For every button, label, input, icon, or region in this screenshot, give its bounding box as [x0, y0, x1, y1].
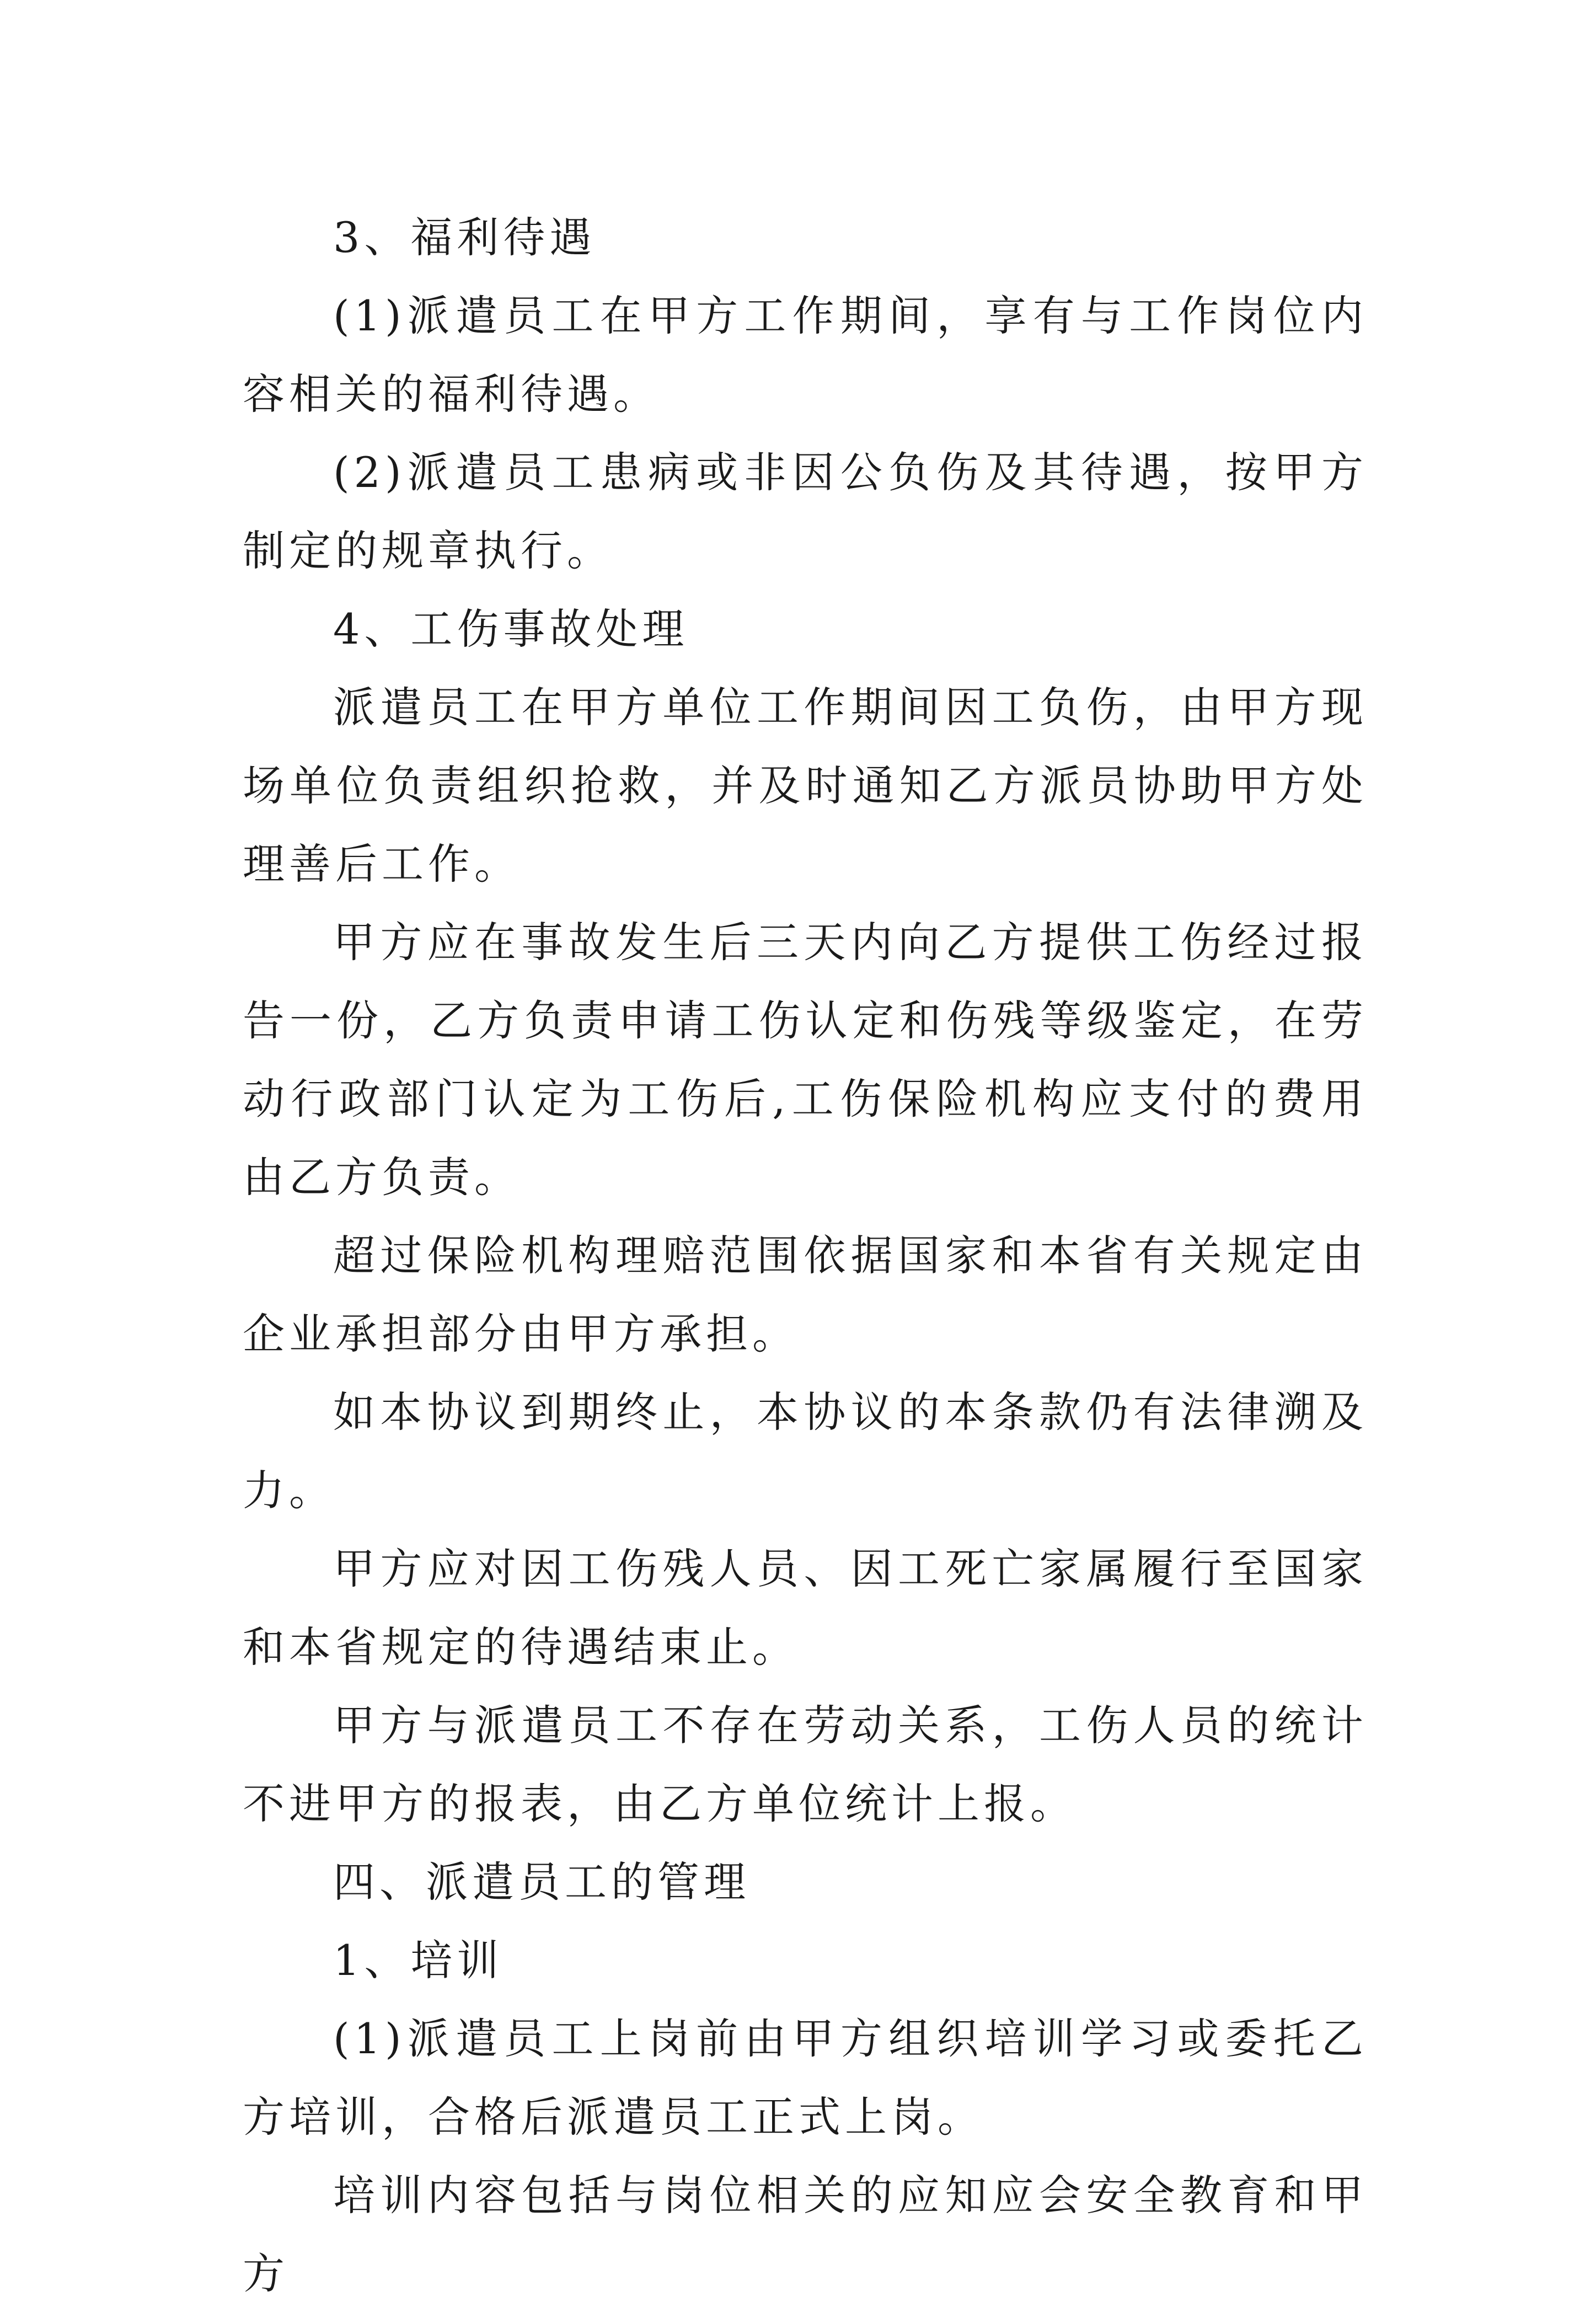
- paragraph-disability-benefits: 甲方应对因工伤残人员、因工死亡家属履行至国家和本省规定的待遇结束止。: [243, 1544, 1368, 1672]
- paragraph-welfare-1: (1)派遣员工在甲方工作期间，享有与工作岗位内容相关的福利待遇。: [243, 291, 1368, 419]
- paragraph-insurance-excess: 超过保险机构理赔范围依据国家和本省有关规定由企业承担部分由甲方承担。: [243, 1231, 1368, 1358]
- document-body: [243, 199, 1368, 2313]
- paragraph-injury-report: 甲方应在事故发生后三天内向乙方提供工伤经过报告一份，乙方负责申请工伤认定和伤残等级鉴定，在劳动行政部门认定为工伤后,工伤保险机构应支付的费用由乙方负责。: [243, 918, 1368, 1202]
- paragraph-retroactive: 如本协议到期终止，本协议的本条款仍有法律溯及力。: [243, 1388, 1368, 1515]
- paragraph-welfare-2: (2)派遣员工患病或非因公负伤及其待遇，按甲方制定的规章执行。: [243, 448, 1368, 575]
- heading-training: 1、培训: [333, 1936, 504, 1985]
- paragraph-injury-rescue: 派遣员工在甲方单位工作期间因工负伤，由甲方现场单位负责组织抢救，并及时通知乙方派员协助甲方处理善后工作。: [243, 683, 1368, 888]
- heading-welfare: 3、福利待遇: [333, 213, 596, 262]
- heading-management: 四、派遣员工的管理: [333, 1857, 750, 1907]
- paragraph-training-content: 培训内容包括与岗位相关的应知应会安全教育和甲方: [243, 2171, 1368, 2298]
- paragraph-training-1: (1)派遣员工上岗前由甲方组织培训学习或委托乙方培训，合格后派遣员工正式上岗。: [243, 2014, 1368, 2141]
- paragraph-statistics: 甲方与派遣员工不存在劳动关系，工伤人员的统计不进甲方的报表，由乙方单位统计上报。: [243, 1701, 1368, 1828]
- heading-work-injury: 4、工伤事故处理: [333, 604, 689, 654]
